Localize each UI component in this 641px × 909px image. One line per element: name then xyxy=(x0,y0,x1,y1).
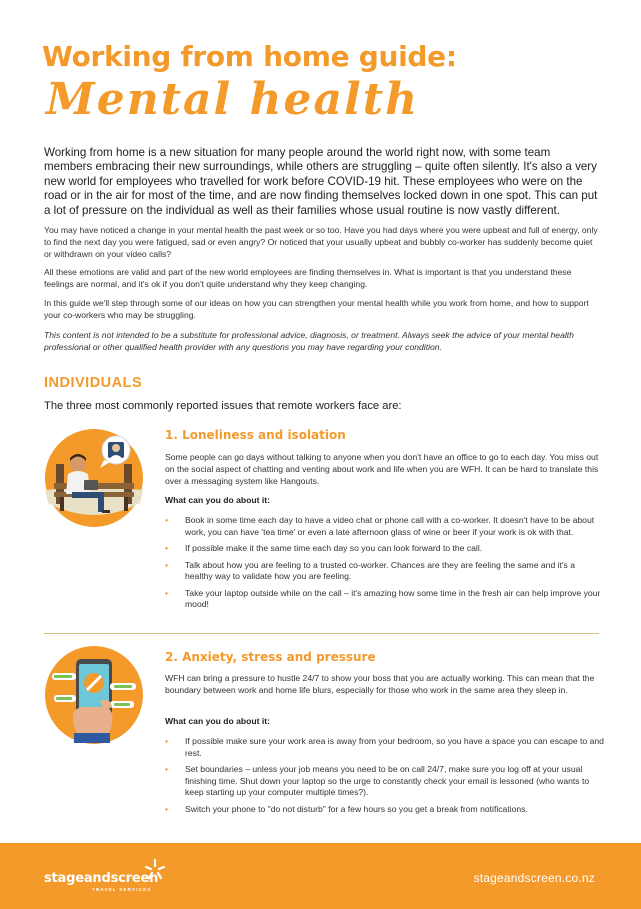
tip-text: Set boundaries – unless your job means you need to be on call 24/7, make sure you log off at your usual finishing time. Shut down your laptop so the urge to constantly check your email is lessoned (who wants to keep starting up your computer multiple times?). xyxy=(185,764,590,797)
footer xyxy=(0,843,641,909)
issue-title: 2. Anxiety, stress and pressure xyxy=(165,650,376,664)
list-item xyxy=(165,736,605,759)
body-paragraph: All these emotions are valid and part of the new world employees are finding themselves in. What is important is that you understand these feelings are normal, and it's ok if you don't quite understand why they keep changing. xyxy=(44,267,572,289)
bullet-icon: • xyxy=(165,515,169,525)
page-subtitle: Mental health xyxy=(46,74,420,125)
tips-list xyxy=(165,736,605,820)
intro-paragraph: Working from home is a new situation for many people around the world right now, with some team members embracing their new surroundings, while others are struggling – quite often silently. It's also a very new world for employees who travelled for work before COVID-19 hit. These employees who were on the road or in the air for most of the time, and are now finding themselves locked down in one spot. This can put a lot of pressure on the individual as well as their families whose usual routine is now vastly different. xyxy=(44,146,598,217)
issue-title: 1. Loneliness and isolation xyxy=(165,428,346,442)
tip-text: Take your laptop outside while on the call – it's amazing how some time in the fresh air can help improve your mood! xyxy=(185,587,601,609)
brand-tagline: TRAVEL SERVICES xyxy=(92,887,152,892)
tip-text: If possible make it the same time each day so you can look forward to the call. xyxy=(185,543,483,553)
bullet-icon: • xyxy=(165,559,169,570)
what-can-you-do-label: What can you do about it: xyxy=(165,716,271,726)
body-paragraph: In this guide we'll step through some of our ideas on how you can strengthen your mental health while you work from home, and how to support your co-workers who may be struggling. xyxy=(44,298,589,320)
brand-star-icon xyxy=(142,857,168,883)
bullet-icon: • xyxy=(165,803,169,814)
disclaimer-paragraph: This content is not intended to be a substitute for professional advice, diagnosis, or treatment. Always seek the advice of your mental health professional or other qualified health provider with any questions you may have regarding your condition. xyxy=(44,330,574,352)
list-item xyxy=(165,515,605,538)
bullet-icon: • xyxy=(165,587,169,598)
loneliness-illustration xyxy=(44,428,144,528)
list-item xyxy=(165,764,605,799)
list-item xyxy=(165,543,605,555)
brand-logo: stageandscreen xyxy=(44,871,159,886)
tip-text: Book in some time each day to have a video chat or phone call with a co-worker. It doesn't have to be about work, you can have 'tea time' or even a late afternoon glass of wine or beer if your work is ok with that. xyxy=(185,515,595,537)
page-title: Working from home guide: xyxy=(42,40,457,73)
list-item xyxy=(165,588,605,611)
section-heading: INDIVIDUALS xyxy=(44,375,143,391)
anxiety-illustration xyxy=(44,645,144,745)
bullet-icon: • xyxy=(165,543,169,553)
section-divider xyxy=(44,633,599,634)
issue-body: WFH can bring a pressure to hustle 24/7 to show your boss that you are actually working. This can mean that the boundary between work and home life blurs, especially for those who work in the same area they sleep in. xyxy=(165,673,595,695)
tip-text: Talk about how you are feeling to a trusted co-worker. Chances are they are feeling the same and it's a healthy way to validate how you are feeling. xyxy=(185,559,576,581)
tips-list xyxy=(165,515,605,616)
tip-text: Switch your phone to "do not disturb" for a few hours so you get a break from notifications. xyxy=(185,803,528,814)
list-item xyxy=(165,804,605,816)
bullet-icon: • xyxy=(165,764,169,774)
list-item xyxy=(165,560,605,583)
bullet-icon: • xyxy=(165,736,169,746)
tip-text: If possible make sure your work area is away from your bedroom, so you have a space you can escape to and rest. xyxy=(185,736,604,758)
issue-body: Some people can go days without talking to anyone when you don't have an office to go to each day. You miss out on the social aspect of chatting and venting about work and life when you are WFH. It can be hard to translate this over a messaging system like Hangouts. xyxy=(165,452,599,486)
section-intro: The three most commonly reported issues that remote workers face are: xyxy=(44,400,402,412)
website-link[interactable]: stageandscreen.co.nz xyxy=(473,871,595,885)
body-paragraph: You may have noticed a change in your mental health the past week or so too. Have you had days where you were upbeat and full of energy, only to find the next day you were fatigued, sad or even angry? Or noticed that your usually upbeat and bubbly co-worker has suddenly become quiet or withdrawn on your video calls? xyxy=(44,225,598,259)
what-can-you-do-label: What can you do about it: xyxy=(165,495,271,505)
